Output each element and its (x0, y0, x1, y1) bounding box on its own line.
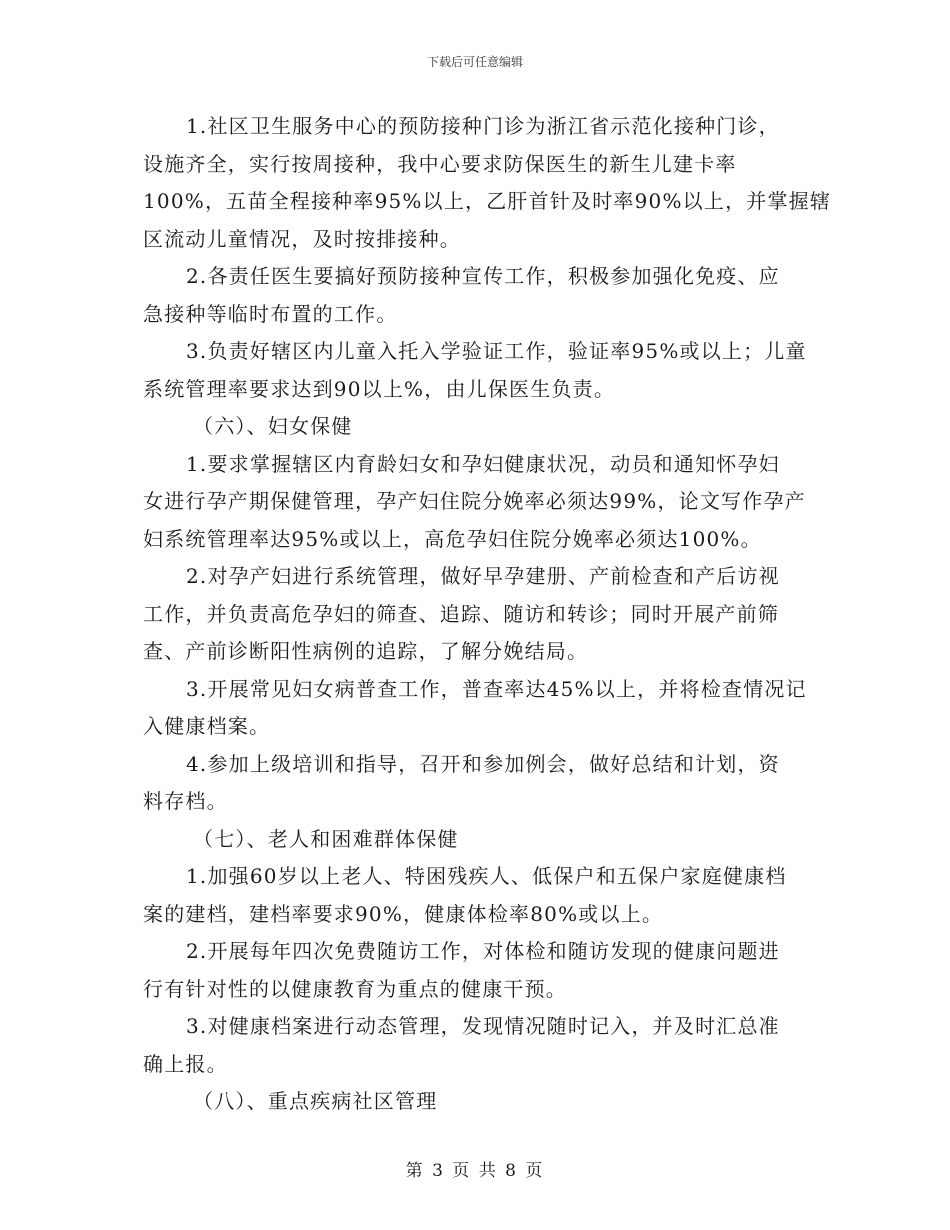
paragraph-line: 工作，并负责高危孕妇的筛查、追踪、随访和转诊；同时开展产前筛 (143, 601, 779, 626)
paragraph-line: 区流动儿童情况，及时按排接种。 (143, 226, 461, 251)
paragraph-line: 1.要求掌握辖区内育龄妇女和孕妇健康状况，动员和通知怀孕妇 (186, 451, 780, 476)
paragraph-line: 3.负责好辖区内儿童入托入学验证工作，验证率95%或以上；儿童 (186, 339, 807, 363)
paragraph-line: 4.参加上级培训和指导，召开和参加例会，做好总结和计划，资 (186, 751, 780, 776)
paragraph-line: 100%，五苗全程接种率95%以上，乙肝首针及时率90%以上，并掌握辖 (143, 189, 832, 213)
page-header: 下载后可任意编辑 (426, 55, 523, 69)
paragraph-line: 案的建档，建档率要求90%，健康体检率80%或以上。 (143, 901, 664, 926)
paragraph-line: 1.社区卫生服务中心的预防接种门诊为浙江省示范化接种门诊， (186, 114, 780, 138)
paragraph-line: 急接种等临时布置的工作。 (143, 301, 398, 326)
section-heading: （七）、老人和困难群体保健 (193, 826, 459, 851)
paragraph-line: 设施齐全，实行按周接种，我中心要求防保医生的新生儿建卡率 (143, 151, 737, 176)
paragraph-line: 料存档。 (143, 789, 228, 813)
paragraph-line: 3.对健康档案进行动态管理，发现情况随时记入，并及时汇总准 (186, 1014, 780, 1038)
paragraph-line: 入健康档案。 (143, 714, 271, 738)
paragraph-line: 妇系统管理率达95%或以上，高危孕妇住院分娩率必须达100%。 (143, 526, 762, 551)
section-heading: （六）、妇女保健 (193, 414, 353, 438)
section-heading: （八）、重点疾病社区管理 (193, 1089, 438, 1113)
paragraph-line: 1.加强60岁以上老人、特困残疾人、低保户和五保户家庭健康档 (186, 864, 787, 888)
document-body (143, 108, 832, 1121)
paragraph-line: 2.各责任医生要搞好预防接种宣传工作，积极参加强化免疫、应 (186, 264, 780, 288)
paragraph-line: 查、产前诊断阳性病例的追踪，了解分娩结局。 (143, 639, 589, 663)
paragraph-line: 2.开展每年四次免费随访工作，对体检和随访发现的健康问题进 (186, 939, 780, 963)
paragraph-line: 2.对孕产妇进行系统管理，做好早孕建册、产前检查和产后访视 (186, 564, 780, 588)
paragraph-line: 女进行孕产期保健管理，孕产妇住院分娩率必须达99%，论文写作孕产 (143, 489, 806, 513)
paragraph-line: 系统管理率要求达到90以上%，由儿保医生负责。 (143, 376, 616, 401)
paragraph-line: 确上报。 (143, 1051, 228, 1076)
paragraph-line: 3.开展常见妇女病普查工作，普查率达45%以上，并将检查情况记 (186, 676, 807, 701)
paragraph-line: 行有针对性的以健康教育为重点的健康干预。 (143, 976, 567, 1001)
page-footer: 第 3 页 共 8 页 (405, 1161, 545, 1181)
